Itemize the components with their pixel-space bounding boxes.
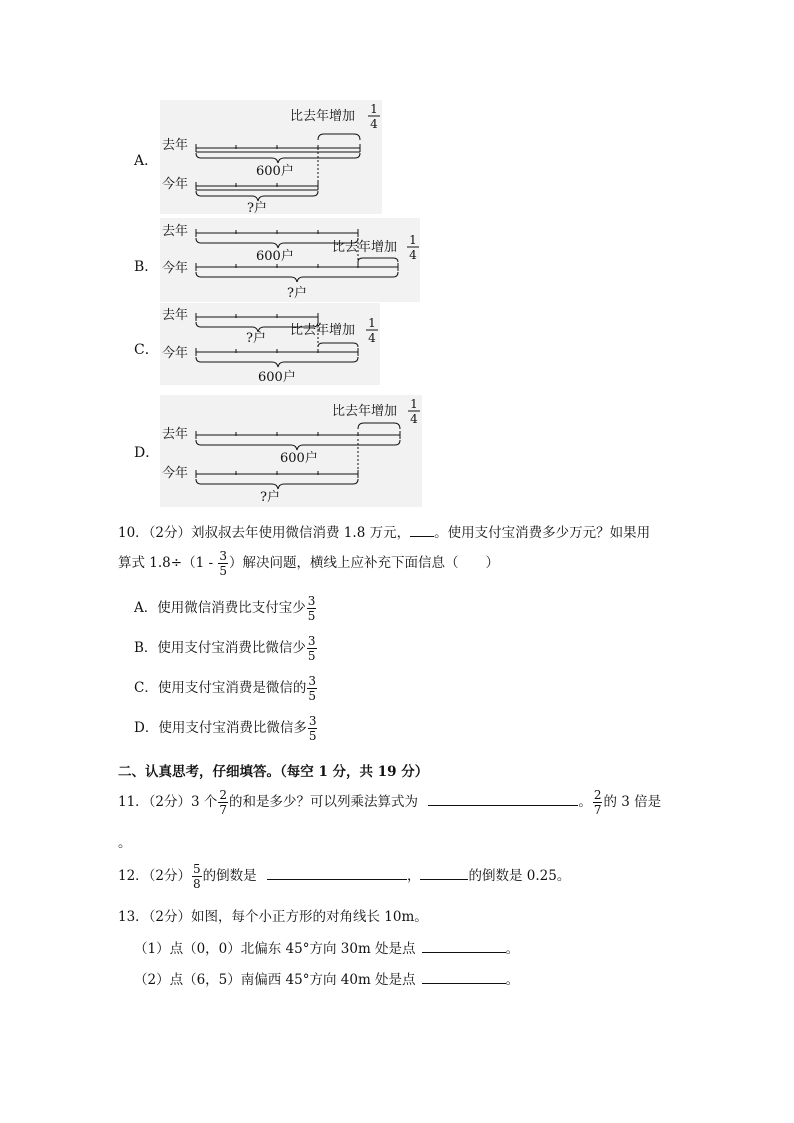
svg-text:1: 1 [368, 316, 376, 330]
option-a-letter: A． [134, 153, 159, 169]
q13-stem: 13．（2分）如图，每个小正方形的对角线长 10m。 [118, 909, 428, 925]
svg-text:1: 1 [409, 233, 417, 247]
svg-text:1: 1 [410, 397, 418, 411]
count-bottom: ?户 [260, 490, 280, 505]
count-top: ?户 [246, 331, 266, 346]
label-last-year: 去年 [162, 427, 189, 442]
q10-stem: 10．（2分）刘叔叔去年使用微信消费 1.8 万元， 。使用支付宝消费多少万元？如果用 [118, 525, 651, 541]
q12-blank-2[interactable] [420, 867, 468, 880]
label-this-year: 今年 [162, 466, 189, 481]
ann-text: 比去年增加 [290, 323, 356, 338]
q10-option-d[interactable]: D．使用支付宝消费比微信多 $\frac{3}{5}$ [134, 714, 317, 743]
q10-option-c[interactable]: C．使用支付宝消费是微信的 $\frac{3}{5}$ [134, 674, 316, 703]
svg-text:4: 4 [370, 117, 378, 131]
count-top: 600户 [280, 451, 318, 466]
svg-text:4: 4 [410, 412, 418, 426]
count-bottom: 600户 [258, 370, 296, 385]
label-last-year: 去年 [162, 224, 189, 239]
diagram-option-c [160, 303, 380, 385]
svg-text:4: 4 [409, 248, 417, 262]
q10-option-b[interactable]: B．使用支付宝消费比微信少 $\frac{3}{5}$ [134, 634, 316, 663]
q13-blank-2[interactable] [422, 971, 506, 984]
q10-option-a[interactable]: A．使用微信消费比支付宝少 $\frac{3}{5}$ [134, 594, 316, 623]
q10-formula-line: 算式 1.8÷（1 - $\frac{3}{5}$ ）解决问题，横线上应补充下面信息（ ） [118, 549, 499, 578]
section-heading: 二、认真思考，仔细填答。（每空 1 分，共 19 分） [118, 764, 429, 780]
count-top: 600户 [256, 249, 294, 264]
diagram-option-d [160, 395, 422, 507]
fraction: $\frac{3}{5}$ [219, 549, 227, 578]
q11-line: 11．（2分）3 个 $\frac{2}{7}$ 的和是多少？可以列乘法算式为 。 $\frac{2}{7}$ 的 3 倍是 [118, 788, 662, 817]
q10-blank[interactable] [410, 524, 434, 537]
svg-text:1: 1 [370, 102, 378, 116]
ann-text: 比去年增加 [332, 240, 398, 255]
label-last-year: 去年 [162, 138, 189, 153]
q11-end: 。 [118, 835, 132, 851]
q13-sub-1: （1）点（0，0）北偏东 45°方向 30m 处是点 。 [134, 941, 520, 957]
label-this-year: 今年 [162, 177, 189, 192]
option-d-letter: D． [134, 445, 160, 461]
label-last-year: 去年 [162, 308, 189, 323]
label-this-year: 今年 [162, 261, 189, 276]
option-b-letter: B． [134, 259, 159, 275]
option-c-letter: C． [134, 342, 159, 358]
count-bottom: ?户 [287, 286, 307, 301]
svg-text:4: 4 [368, 331, 376, 345]
q11-blank-1[interactable] [428, 793, 578, 806]
diagram-option-a [160, 100, 382, 214]
q12-line: 12．（2分） $\frac{5}{8}$ 的倒数是 ， 的倒数是 0.25。 [118, 862, 571, 891]
q13-sub-2: （2）点（6，5）南偏西 45°方向 40m 处是点 。 [134, 972, 520, 988]
ann-text: 比去年增加 [332, 404, 398, 419]
ann-text: 比去年增加 [290, 109, 356, 124]
count-top: 600户 [256, 164, 294, 179]
count-bottom: ?户 [247, 201, 267, 216]
diagram-option-b [160, 218, 420, 302]
label-this-year: 今年 [162, 346, 189, 361]
q13-blank-1[interactable] [422, 940, 506, 953]
q12-blank-1[interactable] [267, 867, 407, 880]
